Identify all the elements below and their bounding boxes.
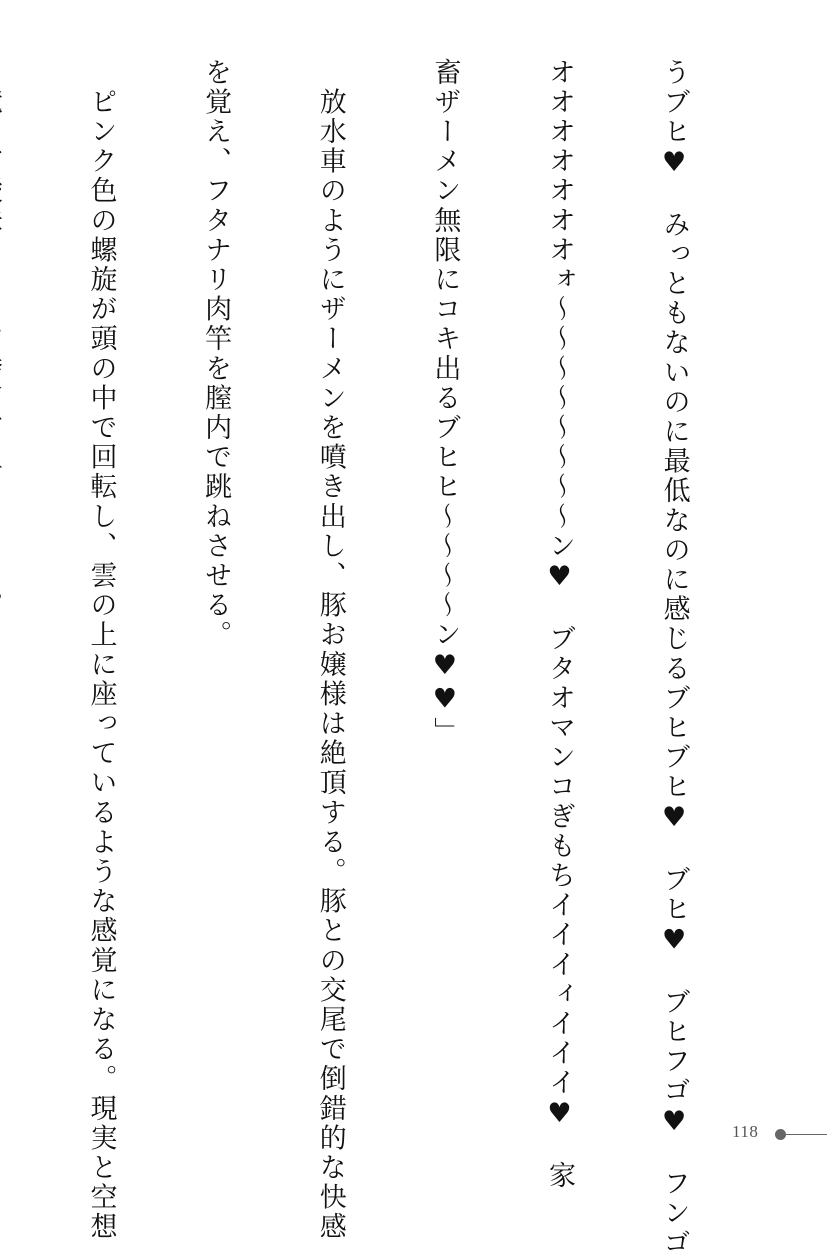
page-dot-icon <box>775 1129 786 1140</box>
text-line-4: 放水車のようにザーメンを噴き出し、豚お嬢様は絶頂する。豚との交尾で倒錯的な快感 <box>314 58 346 1242</box>
page-rule <box>786 1134 827 1135</box>
text-line-7 <box>0 58 5 1108</box>
text-line-3: 畜ザーメン無限にコキ出るブヒヒ～～～～ン♥♥」 <box>429 58 461 747</box>
text-line-1: うブヒ♥ みっともないのに最低なのに感じるブヒブヒ♥ ブヒ♥ ブヒフゴ♥ フンゴ <box>658 58 690 1258</box>
text-line-5: を覚え、フタナリ肉竿を膣内で跳ねさせる。 <box>200 58 232 650</box>
page-footer <box>732 1122 827 1146</box>
text-line-2: オオオオオオオォ～～～～～～～～ン♥ ブタオマンコぎもちイイイィイイイ♥ 家 <box>543 58 575 1191</box>
page-number: 118 <box>732 1122 759 1141</box>
text-line-6: ピンク色の螺旋が頭の中で回転し、雲の上に座っているような感覚になる。現実と空想 <box>85 58 117 1242</box>
